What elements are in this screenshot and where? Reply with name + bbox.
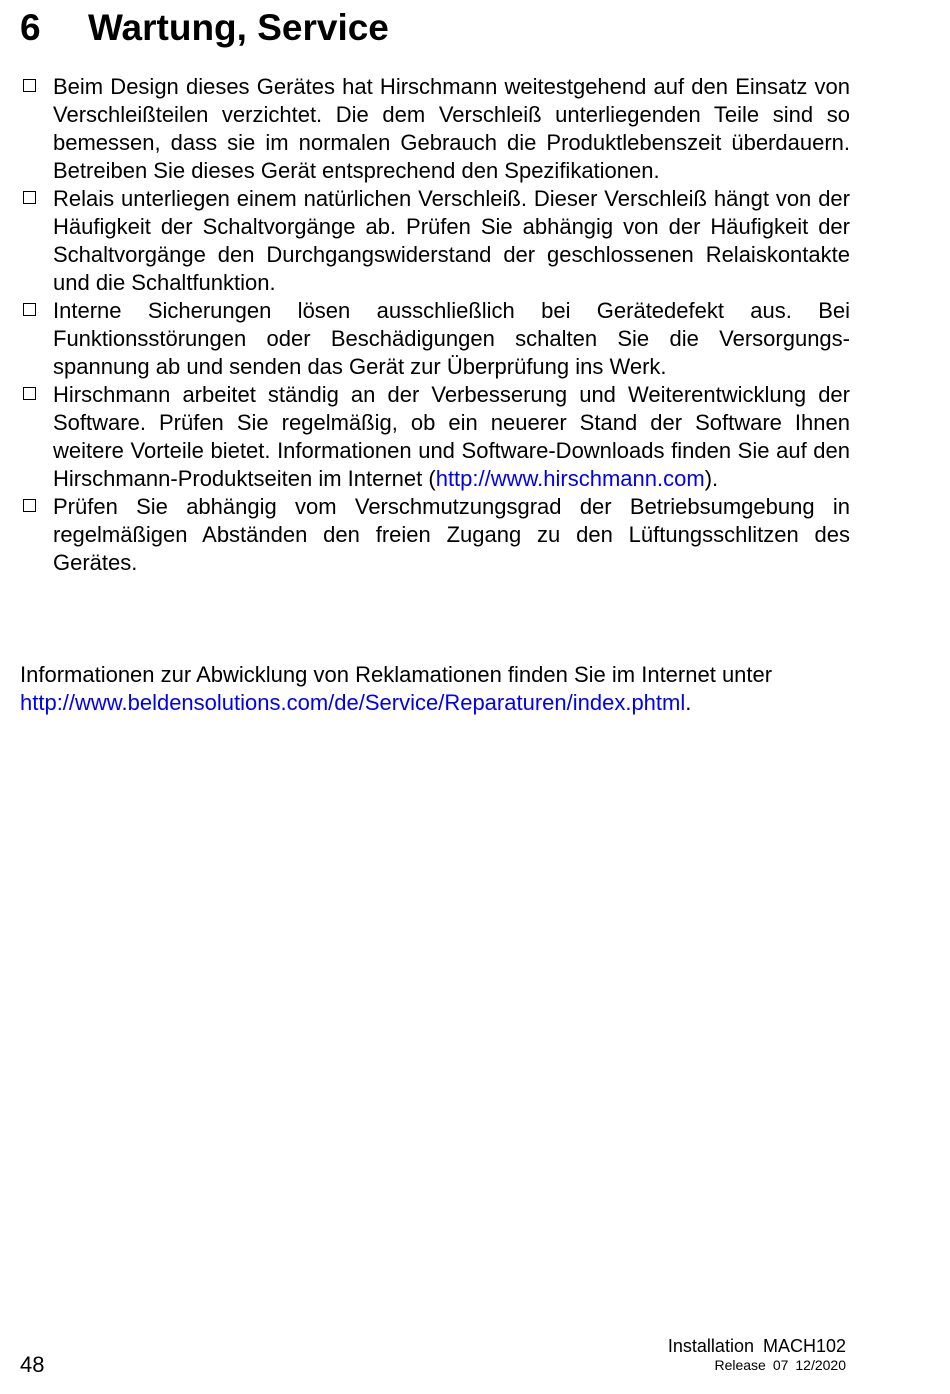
list-item-text: Prüfen Sie abhängig vom Verschmutzungsgrad der Betriebsumgebung in regelmäßigen Abständen den freien Zugang zu den Lüftungsschlitzen des Gerätes. — [53, 494, 850, 575]
list-item-text: Hirschmann arbeitet ständig an der Verbesserung und Weiterentwicklung der Software. Prüfen Sie regelmäßig, ob ein neuerer Stand der Software Ihnen weitere Vorteile bietet. Informationen und Software-Downloads finden Sie auf den Hirschmann-Produktseiten im Internet ( — [53, 382, 850, 491]
complaints-text: Informationen zur Abwicklung von Reklamationen finden Sie im Internet unter — [20, 662, 773, 687]
footer-info — [668, 1335, 846, 1373]
footer-release: Release 07 12/2020 — [714, 1357, 846, 1373]
complaints-text-end: . — [685, 690, 692, 715]
checkbox-bullet-icon — [23, 499, 36, 512]
list-item-text: Interne Sicherungen lösen ausschließlich bei Gerätedefekt aus. Bei Funktionsstörungen oder Beschädigungen schalten Sie die Versorgungsspannung ab und senden das Gerät zur Überprüfung ins Werk. — [53, 298, 850, 379]
list-item — [20, 381, 850, 493]
checkbox-bullet-icon — [23, 303, 36, 316]
list-item-text: Relais unterliegen einem natürlichen Verschleiß. Dieser Verschleiß hängt von der Häufigkeit der Schaltvorgänge ab. Prüfen Sie abhängig von der Häufigkeit der Schaltvorgänge den Durchgangswiderstand der geschlossenen Relaiskontakte und die Schaltfunktion. — [53, 186, 850, 295]
chapter-heading — [20, 6, 389, 50]
checkbox-bullet-icon — [23, 79, 36, 92]
complaints-paragraph — [20, 661, 850, 717]
chapter-number: 6 — [20, 7, 41, 48]
service-repair-link[interactable]: http://www.beldensolutions.com/de/Service/Reparaturen/index.phtml — [20, 690, 686, 715]
list-item-text-end: ). — [704, 466, 719, 491]
list-item — [20, 493, 850, 577]
hirschmann-website-link[interactable]: http://​www.hirschmann.com — [435, 466, 705, 491]
maintenance-list — [20, 73, 850, 577]
list-item-text: Beim Design dieses Gerätes hat Hirschmann weitestgehend auf den Einsatz von Verschleißteilen verzichtet. Die dem Verschleiß unterliegenden Teile sind so bemessen, dass sie im normalen Gebrauch die Produktlebenszeit überdauern. Betreiben Sie dieses Gerät entsprechend den Spezifikationen. — [53, 74, 850, 183]
checkbox-bullet-icon — [23, 191, 36, 204]
checkbox-bullet-icon — [23, 387, 36, 400]
list-item — [20, 185, 850, 297]
page-number: 48 — [20, 1352, 45, 1377]
chapter-title: Wartung, Service — [88, 7, 389, 48]
list-item — [20, 297, 850, 381]
list-item — [20, 73, 850, 185]
footer-document-title: Installation MACH102 — [667, 1336, 846, 1356]
